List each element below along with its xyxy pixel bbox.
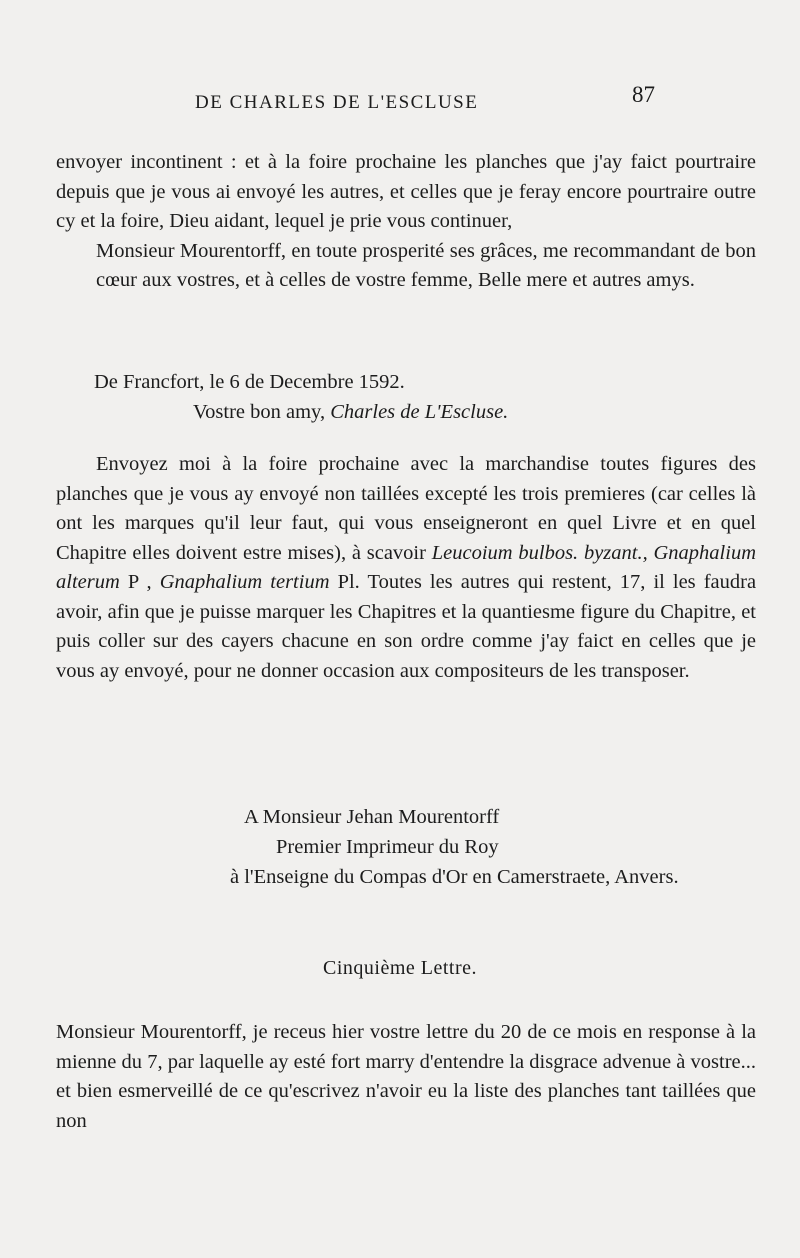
running-head: DE CHARLES DE L'ESCLUSE xyxy=(195,92,479,113)
paragraph-2-italic2: Gnaphalium tertium xyxy=(159,571,330,593)
letter-heading: Cinquième Lettre. xyxy=(322,957,477,979)
signoff xyxy=(193,401,508,424)
address-line-3: à l'Enseigne du Compas d'Or en Camerstraete, Anvers. xyxy=(230,866,679,888)
page-number: 87 xyxy=(632,82,655,107)
paragraph-2-italic1: Leucoium bulbos. byzant., Gnaphalium alterum xyxy=(56,541,757,593)
dateline: De Francfort, le 6 de Decembre 1592. xyxy=(94,371,405,393)
signoff-prefix: Vostre bon amy, xyxy=(193,401,326,423)
address-line-1: A Monsieur Jehan Mourentorff xyxy=(244,806,500,828)
paragraph-2-part3: Pl. Toutes les autres qui restent, 17, il les faudra avoir, afin que je puisse marquer les Chapitres et la quantiesme figure du Chapitre, et puis coller sur des cayers chacune en son ordre comme j'ay faict en celles que je vous ay envoyé, pour ne donner occasion aux compositeurs de les transposer. xyxy=(56,571,757,682)
paragraph-2-part2: P , xyxy=(127,571,152,593)
signoff-name: Charles de L'Escluse. xyxy=(330,401,509,423)
paragraph-1 xyxy=(56,148,756,296)
paragraph-1-text: envoyer incontinent : et à la foire prochaine les planches que j'ay faict pourtraire depuis que je vous ai envoyé les autres, et celles que je feray encore pourtraire outre cy et la foire, Dieu aidant, lequel je prie vous continuer, xyxy=(56,151,756,232)
paragraph-3: Monsieur Mourentorff, je receus hier vostre lettre du 20 de ce mois en response à la mienne du 7, par laquelle ay esté fort marry d'entendre la disgrace advenue à vostre... et bien esmerveillé de ce qu'escrivez n'avoir eu la liste des planches tant taillées que non xyxy=(56,1021,756,1132)
paragraph-2-part1: Envoyez moi à la foire prochaine avec la marchandise toutes figures des planches que je vous ay envoyé non taillées excepté les trois premieres (car celles là ont les marques qu'il leur faut, qui vous enseigneront en quel Livre et en quel Chapitre elles doivent estre mises), à scavoir xyxy=(56,453,756,564)
paragraph-2 xyxy=(56,450,756,686)
address-line-2: Premier Imprimeur du Roy xyxy=(276,836,499,858)
paragraph-1-closing: Monsieur Mourentorff, en toute prosperité ses grâces, me recommandant de bon cœur aux vostres, et à celles de vostre femme, Belle mere et autres amys. xyxy=(96,239,756,291)
